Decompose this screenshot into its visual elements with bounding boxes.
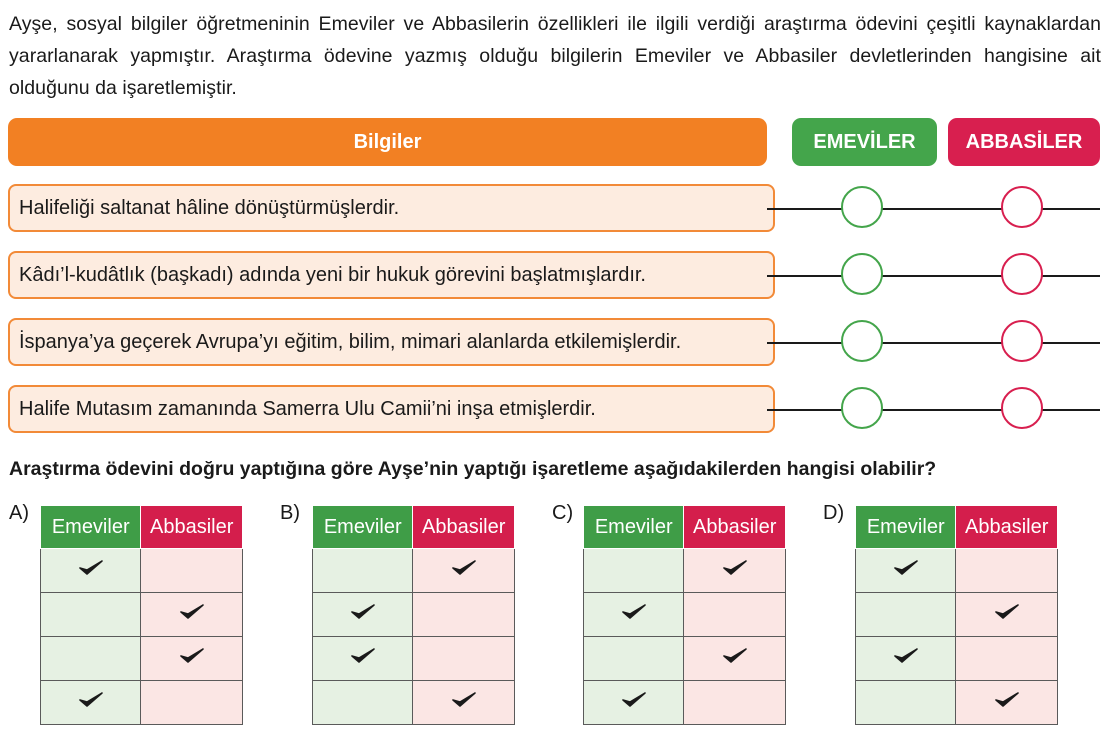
abbasiler-cell (956, 549, 1058, 593)
check-icon (451, 691, 477, 709)
statement-box: Halife Mutasım zamanında Samerra Ulu Camii’ni inşa etmişlerdir. (8, 385, 775, 433)
check-icon (893, 647, 919, 665)
abbasiler-cell (141, 593, 243, 637)
emeviler-empty-circle-icon[interactable] (841, 253, 883, 295)
emeviler-cell (313, 681, 413, 725)
check-icon (179, 647, 205, 665)
option-abbasiler-header: Abbasiler (956, 506, 1058, 549)
emeviler-cell (313, 593, 413, 637)
emeviler-empty-circle-icon[interactable] (841, 387, 883, 429)
emeviler-cell (584, 593, 684, 637)
abbasiler-cell (684, 681, 786, 725)
check-icon (179, 603, 205, 621)
abbasiler-empty-circle-icon[interactable] (1001, 186, 1043, 228)
check-icon (722, 647, 748, 665)
check-icon (350, 603, 376, 621)
statement-box: İspanya’ya geçerek Avrupa’yı eğitim, bilim, mimari alanlarda etkilemişlerdir. (8, 318, 775, 366)
connector-line (767, 342, 1100, 344)
option-emeviler-header: Emeviler (584, 506, 684, 549)
option-abbasiler-header: Abbasiler (413, 506, 515, 549)
emeviler-cell (584, 681, 684, 725)
abbasiler-empty-circle-icon[interactable] (1001, 387, 1043, 429)
abbasiler-cell (956, 637, 1058, 681)
option-d-table[interactable] (855, 505, 1058, 725)
abbasiler-cell (684, 593, 786, 637)
option-b-letter[interactable]: B) (280, 502, 300, 524)
check-icon (78, 559, 104, 577)
abbasiler-cell (413, 681, 515, 725)
info-header: Bilgiler (8, 118, 767, 166)
statement-row (0, 251, 1110, 301)
emeviler-cell (856, 681, 956, 725)
question-text: Araştırma ödevini doğru yaptığına göre Ayşe’nin yaptığı işaretleme aşağıdakilerden hangisi olabilir? (9, 458, 937, 480)
abbasiler-cell (684, 637, 786, 681)
option-b-table[interactable] (312, 505, 515, 725)
option-emeviler-header: Emeviler (41, 506, 141, 549)
emeviler-cell (313, 637, 413, 681)
statement-box: Kâdı’l-kudâtlık (başkadı) adında yeni bir hukuk görevini başlatmışlardır. (8, 251, 775, 299)
check-icon (893, 559, 919, 577)
emeviler-cell (584, 549, 684, 593)
emeviler-cell (41, 637, 141, 681)
abbasiler-cell (956, 593, 1058, 637)
statement-box: Halifeliği saltanat hâline dönüştürmüşlerdir. (8, 184, 775, 232)
option-abbasiler-header: Abbasiler (684, 506, 786, 549)
abbasiler-empty-circle-icon[interactable] (1001, 320, 1043, 362)
option-c-table[interactable] (583, 505, 786, 725)
emeviler-cell (584, 637, 684, 681)
check-icon (451, 559, 477, 577)
emeviler-cell (856, 637, 956, 681)
option-a-letter[interactable]: A) (9, 502, 29, 524)
emeviler-header: EMEVİLER (792, 118, 937, 166)
abbasiler-cell (413, 637, 515, 681)
abbasiler-cell (141, 549, 243, 593)
option-abbasiler-header: Abbasiler (141, 506, 243, 549)
statement-row (0, 184, 1110, 234)
emeviler-cell (856, 549, 956, 593)
check-icon (994, 603, 1020, 621)
emeviler-empty-circle-icon[interactable] (841, 320, 883, 362)
abbasiler-cell (141, 637, 243, 681)
emeviler-empty-circle-icon[interactable] (841, 186, 883, 228)
emeviler-cell (41, 681, 141, 725)
abbasiler-cell (413, 549, 515, 593)
emeviler-cell (41, 593, 141, 637)
abbasiler-cell (141, 681, 243, 725)
statement-row (0, 318, 1110, 368)
option-emeviler-header: Emeviler (313, 506, 413, 549)
emeviler-cell (41, 549, 141, 593)
option-c-letter[interactable]: C) (552, 502, 574, 524)
check-icon (621, 603, 647, 621)
abbasiler-cell (684, 549, 786, 593)
intro-paragraph: Ayşe, sosyal bilgiler öğretmeninin Emeviler ve Abbasilerin özellikleri ile ilgili verdiği araştırma ödevini çeşitli kaynaklardan yararlanarak yapmıştır. Araştırma ödevine yazmış olduğu bilgilerin Emeviler ve Abbasiler devletlerinden hangisine ait olduğunu da işaretlemiştir. (9, 13, 1101, 99)
check-icon (350, 647, 376, 665)
connector-line (767, 275, 1100, 277)
connector-line (767, 208, 1100, 210)
abbasiler-header: ABBASİLER (948, 118, 1100, 166)
connector-line (767, 409, 1100, 411)
abbasiler-cell (956, 681, 1058, 725)
option-d-letter[interactable]: D) (823, 502, 845, 524)
check-icon (994, 691, 1020, 709)
check-icon (722, 559, 748, 577)
emeviler-cell (856, 593, 956, 637)
statement-row (0, 385, 1110, 435)
abbasiler-empty-circle-icon[interactable] (1001, 253, 1043, 295)
option-emeviler-header: Emeviler (856, 506, 956, 549)
check-icon (621, 691, 647, 709)
emeviler-cell (313, 549, 413, 593)
option-a-table[interactable] (40, 505, 243, 725)
abbasiler-cell (413, 593, 515, 637)
check-icon (78, 691, 104, 709)
